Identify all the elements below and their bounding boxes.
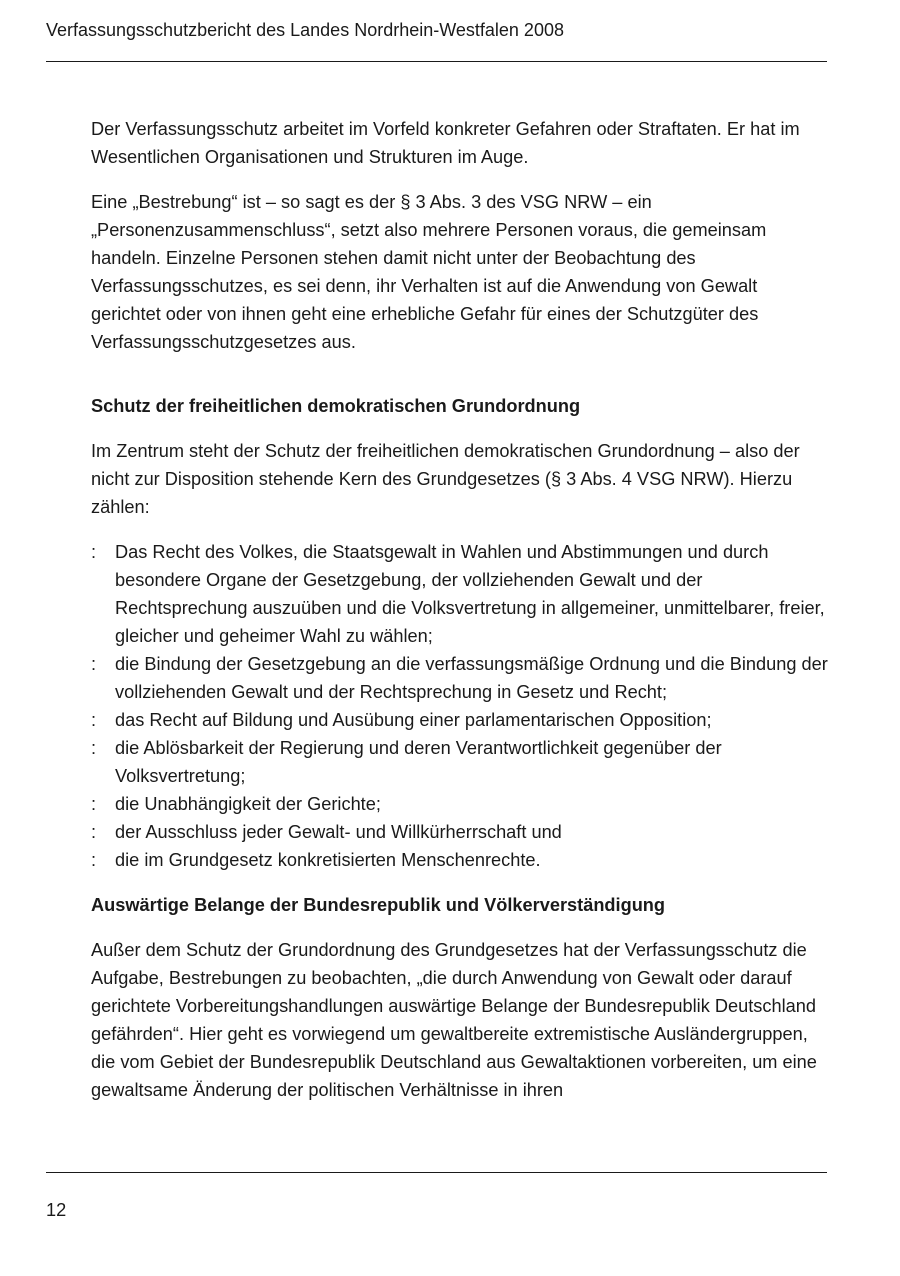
- list-item-text: Das Recht des Volkes, die Staatsgewalt in Wahlen und Abstimmungen und durch besondere Organe der Gesetzgebung, der vollziehenden Gewalt und der Rechtsprechung auszuüben und die Volksvertretung in allgemeiner, unmittelbarer, freier, gleicher und geheimer Wahl zu wählen;: [115, 542, 825, 646]
- section-heading: Auswärtige Belange der Bundesrepublik und Völkerverständigung: [91, 895, 666, 915]
- bullet-marker: :: [91, 794, 97, 814]
- paragraph: Eine „Bestrebung“ ist – so sagt es der § 3 Abs. 3 des VSG NRW – ein „Personenzusammenschluss“, setzt also mehrere Personen voraus, die gemeinsam handeln. Einzelne Personen stehen damit nicht unter der Beobachtung des Verfassungsschutzes, es sei denn, ihr Verhalten ist auf die Anwendung von Gewalt gerichtet oder von ihnen geht eine erhebliche Gefahr für eines der Schutzgüter des Verfassungsschutzgesetzes aus.: [91, 192, 767, 352]
- list-item-text: die Unabhängigkeit der Gerichte;: [115, 794, 381, 814]
- paragraph: Im Zentrum steht der Schutz der freiheitlichen demokratischen Grundordnung – also der nicht zur Disposition stehende Kern des Grundgesetzes (§ 3 Abs. 4 VSG NRW). Hierzu zählen:: [91, 441, 800, 517]
- list-item: [91, 818, 831, 846]
- page-number: 12: [46, 1200, 67, 1220]
- bullet-marker: :: [91, 738, 97, 758]
- footer-rule: [46, 1172, 827, 1173]
- list-item: [91, 538, 831, 650]
- list-item: [91, 706, 831, 734]
- list-item-text: das Recht auf Bildung und Ausübung einer parlamentarischen Opposition;: [115, 710, 712, 730]
- list-item: [91, 790, 831, 818]
- running-header: Verfassungsschutzbericht des Landes Nordrhein-Westfalen 2008: [46, 20, 564, 40]
- list-item-text: die Bindung der Gesetzgebung an die verfassungsmäßige Ordnung und die Bindung der vollziehenden Gewalt und der Rechtsprechung in Gesetz und Recht;: [115, 654, 828, 702]
- bullet-marker: :: [91, 710, 97, 730]
- section-heading: Schutz der freiheitlichen demokratischen Grundordnung: [91, 396, 581, 416]
- list-item: [91, 734, 831, 790]
- list-item: [91, 846, 831, 874]
- paragraph: Außer dem Schutz der Grundordnung des Grundgesetzes hat der Verfassungsschutz die Aufgabe, Bestrebungen zu beobachten, „die durch Anwendung von Gewalt oder darauf gerichtete Vorbereitungshandlungen auswärtige Belange der Bundesrepublik Deutschland gefährden“. Hier geht es vorwiegend um gewaltbereite extremistische Ausländergruppen, die vom Gebiet der Bundesrepublik Deutschland aus Gewaltaktionen vorbereiten, um eine gewaltsame Änderung der politischen Verhältnisse in ihren: [91, 940, 817, 1100]
- bullet-marker: :: [91, 654, 97, 674]
- fdgo-list: [91, 538, 831, 874]
- list-item: [91, 650, 831, 706]
- bullet-marker: :: [91, 850, 97, 870]
- list-item-text: die Ablösbarkeit der Regierung und deren Verantwortlichkeit gegenüber der Volksvertretung;: [115, 738, 722, 786]
- header-rule: [46, 61, 827, 62]
- list-item-text: die im Grundgesetz konkretisierten Menschenrechte.: [115, 850, 541, 870]
- paragraph: Der Verfassungsschutz arbeitet im Vorfeld konkreter Gefahren oder Straftaten. Er hat im Wesentlichen Organisationen und Strukturen im Auge.: [91, 119, 800, 167]
- page-body: [91, 115, 831, 1121]
- list-item-text: der Ausschluss jeder Gewalt- und Willkürherrschaft und: [115, 822, 562, 842]
- bullet-marker: :: [91, 822, 97, 842]
- bullet-marker: :: [91, 542, 97, 562]
